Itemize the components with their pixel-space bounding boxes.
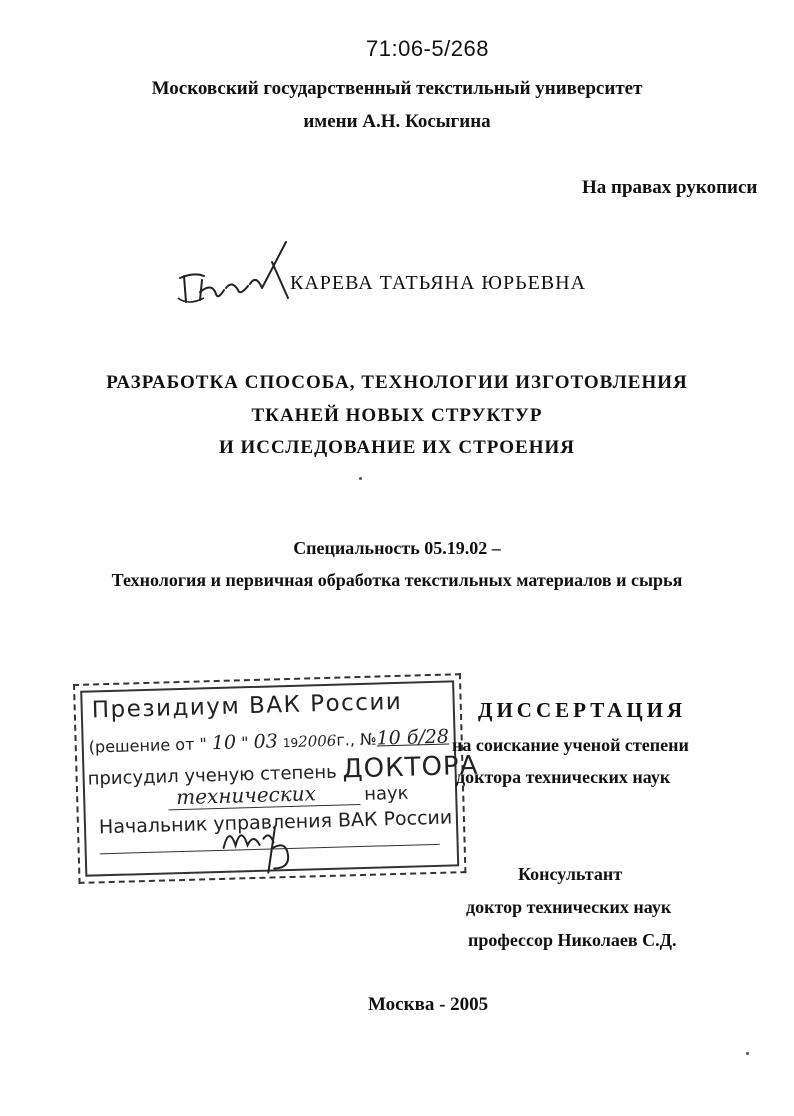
stamp-degree: ДОКТОРА [341, 750, 479, 785]
consultant-degree: доктор технических наук [466, 897, 672, 917]
author-signature [168, 232, 294, 310]
stamp-field: технических [175, 781, 317, 810]
stamp-chief: Начальник управления ВАК России [98, 806, 453, 839]
stamp-quote: " [240, 733, 249, 753]
degree-name: доктора технических наук [456, 767, 671, 787]
stamp-number: 10 б/28 [376, 725, 450, 750]
consultant-name: профессор Николаев С.Д. [468, 930, 677, 950]
stamp-awarded-label: присудил ученую степень [87, 761, 338, 790]
stamp-year: 2006 [297, 731, 337, 751]
stamp-science: наук [363, 782, 409, 805]
university-name-line2: имени А.Н. Косыгина [303, 111, 491, 132]
specialty-code: Специальность 05.19.02 – [293, 538, 501, 558]
degree-purpose: на соискание ученой степени [452, 735, 689, 755]
dissertation-title-line2: ТКАНЕЙ НОВЫХ СТРУКТУР [251, 405, 543, 426]
university-name: Московский государственный текстильный университет [151, 78, 643, 99]
archive-code: 71:06-5/268 [366, 36, 489, 61]
speck [746, 1052, 749, 1055]
city-year: Москва - 2005 [368, 994, 489, 1015]
consultant-label: Консультант [518, 864, 623, 884]
author-name: КАРЕВА ТАТЬЯНА ЮРЬЕВНА [290, 272, 587, 294]
manuscript-rights: На правах рукописи [582, 177, 758, 198]
stamp-decision-prefix: (решение от " [88, 734, 208, 757]
stamp-chief-signature [217, 818, 299, 878]
stamp-month: 03 [253, 730, 279, 753]
document-type: ДИССЕРТАЦИЯ [478, 698, 687, 722]
stamp-year-suffix: г., № [336, 729, 377, 750]
dissertation-title-line1: РАЗРАБОТКА СПОСОБА, ТЕХНОЛОГИИ ИЗГОТОВЛЕНИЯ [106, 372, 688, 393]
vak-stamp [73, 673, 479, 884]
dissertation-title-line3: И ИССЛЕДОВАНИЕ ИХ СТРОЕНИЯ [218, 437, 575, 458]
stamp-presidium: Президиум ВАК России [91, 688, 403, 724]
specialty-name: Технология и первичная обработка текстильных материалов и сырья [111, 570, 683, 590]
speck [359, 477, 362, 480]
stamp-day: 10 [211, 731, 237, 755]
stamp-year-printed: 19 [282, 735, 299, 751]
